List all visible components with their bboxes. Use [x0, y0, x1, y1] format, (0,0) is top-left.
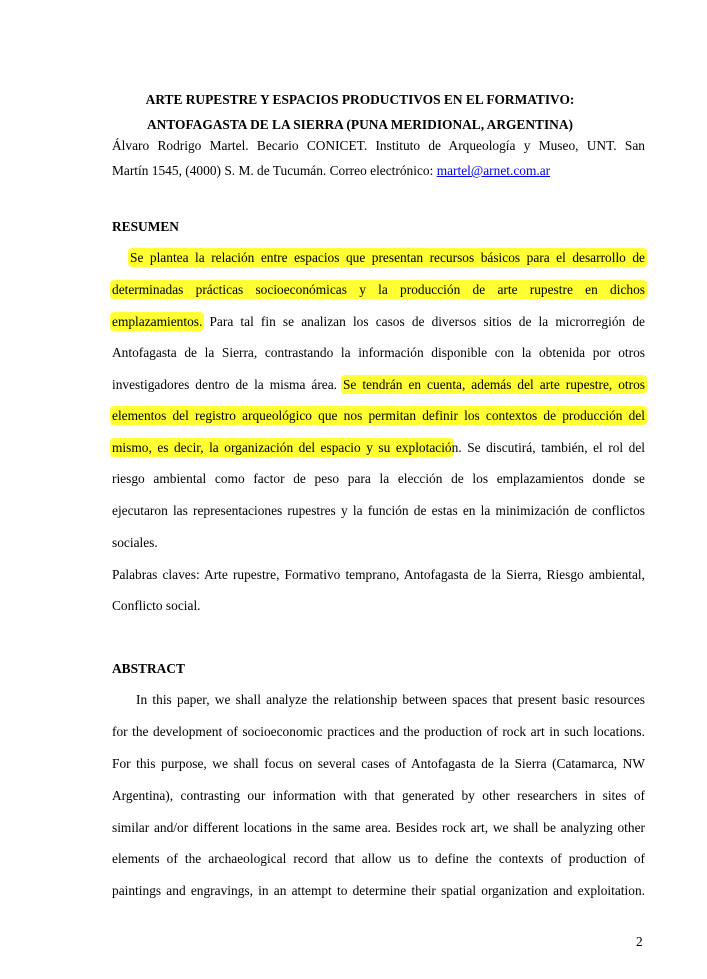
paper-title-line-1: ARTE RUPESTRE Y ESPACIOS PRODUCTIVOS EN EL FORMATIVO: — [145, 92, 575, 107]
paper-title-line-2: ANTOFAGASTA DE LA SIERRA (PUNA MERIDIONAL, ARGENTINA) — [147, 117, 573, 132]
author-email-link[interactable]: martel@arnet.com.ar — [436, 163, 551, 178]
author-address-text: Martín 1545, (4000) S. M. de Tucumán. Correo electrónico: — [112, 163, 437, 178]
resumen-text: Para tal fin se analizan los casos de diversos sitios de la microrregión de — [202, 314, 645, 329]
resumen-line-6 — [112, 406, 645, 426]
resumen-line-10: sociales. — [112, 535, 158, 550]
resumen-line-3 — [112, 312, 645, 332]
resumen-line-4: Antofagasta de la Sierra, contrastando la información disponible con la obtenida por otros — [112, 345, 645, 360]
resumen-text: n. Se discutirá, también, el rol del — [451, 440, 646, 455]
author-affiliation-line-1: Álvaro Rodrigo Martel. Becario CONICET. Instituto de Arqueología y Museo, UNT. San — [112, 138, 645, 153]
resumen-text: investigadores dentro de la misma área. — [112, 377, 343, 392]
abstract-line-1: In this paper, we shall analyze the relationship between spaces that present basic resources — [136, 692, 645, 707]
resumen-line-5 — [112, 375, 645, 395]
keywords-line-2: Conflicto social. — [112, 598, 201, 613]
author-affiliation-line-2 — [112, 161, 645, 181]
resumen-line-9: ejecutaron las representaciones rupestres y la función de estas en la minimización de conflictos — [112, 503, 645, 518]
abstract-line-5: similar and/or different locations in the same area. Besides rock art, we shall be analyzing other — [112, 820, 645, 835]
resumen-line-8: riesgo ambiental como factor de peso para la elección de los emplazamientos donde se — [112, 471, 645, 486]
abstract-line-4: Argentina), contrasting our information with that generated by other researchers in sites of — [112, 788, 645, 803]
highlighted-text: Se plantea la relación entre espacios que presentan recursos básicos para el desarrollo de — [130, 250, 645, 265]
resumen-line-7 — [112, 438, 645, 458]
resumen-line-2 — [112, 280, 645, 300]
keywords-line-1: Palabras claves: Arte rupestre, Formativo temprano, Antofagasta de la Sierra, Riesgo ambiental, — [112, 567, 645, 582]
abstract-line-7: paintings and engravings, in an attempt to determine their spatial organization and exploitation. — [112, 883, 645, 898]
abstract-line-6: elements of the archaeological record that allow us to define the contexts of production of — [112, 851, 645, 866]
resumen-heading: RESUMEN — [112, 219, 179, 234]
abstract-line-3: For this purpose, we shall focus on several cases of Antofagasta de la Sierra (Catamarca, NW — [112, 756, 645, 771]
page-number: 2 — [636, 934, 643, 949]
highlighted-text: elementos del registro arqueológico que nos permitan definir los contextos de producción del — [112, 408, 645, 423]
highlighted-text: mismo, es decir, la organización del espacio y su explotació — [112, 440, 452, 455]
highlighted-text: Se tendrán en cuenta, además del arte rupestre, otros — [342, 377, 645, 392]
highlighted-text: determinadas prácticas socioeconómicas y la producción de arte rupestre en dichos — [112, 282, 645, 297]
abstract-heading: ABSTRACT — [112, 661, 185, 676]
highlighted-text: emplazamientos. — [112, 314, 203, 329]
resumen-line-1 — [130, 248, 645, 268]
abstract-line-2: for the development of socioeconomic practices and the production of rock art in such locations. — [112, 724, 645, 739]
